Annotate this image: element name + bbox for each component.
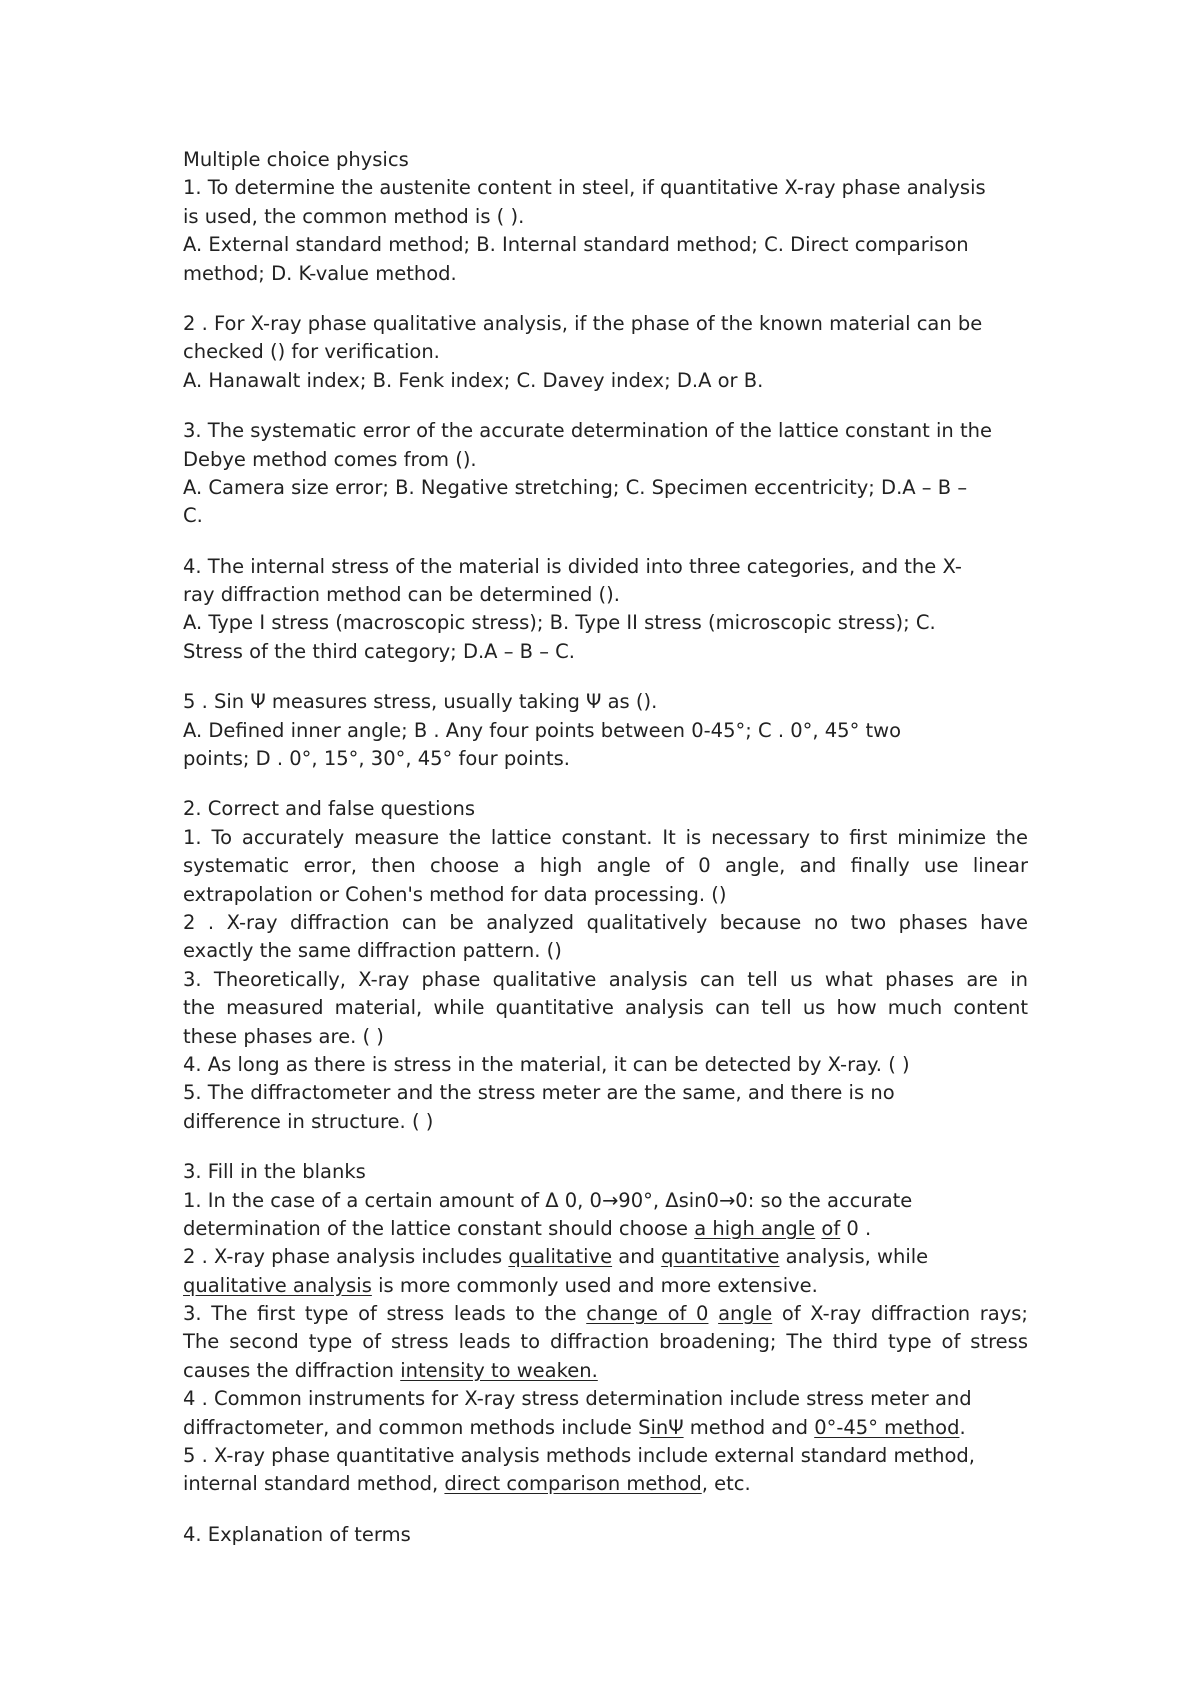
fill-q4-text-a: diffractometer, and common methods include S xyxy=(183,1415,651,1439)
fill-q3-text-a: 3. The first type of stress leads to the xyxy=(183,1302,587,1326)
tf-q2-line1: 2 . X-ray diffraction can be analyzed qualitatively because no two phases have xyxy=(183,910,1028,934)
fill-q1-answer-1: a high angle xyxy=(694,1216,816,1240)
fill-q5-text-a: internal standard method, xyxy=(183,1472,445,1496)
mc-q5-line3: points; D . 0°, 15°, 30°, 45° four points. xyxy=(183,747,570,771)
tf-q1-line1: 1. To accurately measure the lattice constant. It is necessary to first minimize the xyxy=(183,825,1028,849)
tf-q4-line1: 4. As long as there is stress in the material, it can be detected by X-ray. ( ) xyxy=(183,1052,910,1076)
fill-q4-text-c: . xyxy=(959,1415,966,1439)
fill-q3-text-d: causes the diffraction xyxy=(183,1358,401,1382)
mc-q1-line3: A. External standard method; B. Internal standard method; C. Direct comparison xyxy=(183,233,969,257)
tf-q5-line1: 5. The diffractometer and the stress meter are the same, and there is no xyxy=(183,1081,895,1105)
fill-q3-answer-3: intensity to weaken. xyxy=(400,1358,598,1382)
fill-q5-text-b: , etc. xyxy=(701,1472,751,1496)
fill-q2-text-a: 2 . X-ray phase analysis includes xyxy=(183,1245,509,1269)
mc-q4-line1: 4. The internal stress of the material is divided into three categories, and the X- xyxy=(183,554,962,578)
mc-q4-line4: Stress of the third category; D.A – B – C. xyxy=(183,639,575,663)
fill-q5-line2 xyxy=(183,1470,1028,1498)
tf-q2-line2: exactly the same diffraction pattern. () xyxy=(183,939,562,963)
tf-q1-line2: systematic error, then choose a high angle of 0 angle, and finally use linear xyxy=(183,854,1028,878)
fill-q2-answer-2: quantitative xyxy=(661,1245,780,1269)
document-page xyxy=(183,146,1028,1549)
fill-q2-line1 xyxy=(183,1243,1028,1271)
terms-heading: 4. Explanation of terms xyxy=(183,1522,411,1546)
mc-q2-line2: checked () for verification. xyxy=(183,340,440,364)
fill-q1-text-c: 0 . xyxy=(840,1216,872,1240)
fill-q1-line1: 1. In the case of a certain amount of Δ 0, 0→90°, Δsin0→0: so the accurate xyxy=(183,1188,913,1212)
fill-q2-answer-3: qualitative analysis xyxy=(183,1273,372,1297)
tf-q5-line2: difference in structure. ( ) xyxy=(183,1109,434,1133)
fill-q3-text-c: of X-ray diffraction rays; xyxy=(772,1302,1028,1326)
mc-q5-line1: 5 . Sin Ψ measures stress, usually taking Ψ as (). xyxy=(183,690,658,714)
document-title: Multiple choice physics xyxy=(183,148,409,171)
fill-q2-answer-1: qualitative xyxy=(508,1245,613,1269)
mc-q1-line4: method; D. K-value method. xyxy=(183,261,457,285)
tf-q3-line1: 3. Theoretically, X-ray phase qualitative analysis can tell us what phases are in xyxy=(183,967,1028,991)
tf-heading: 2. Correct and false questions xyxy=(183,797,476,821)
fill-q1-text-a: determination of the lattice constant should choose xyxy=(183,1216,695,1240)
fill-q3-line3 xyxy=(183,1357,1028,1385)
fill-q5-answer-1: direct comparison method xyxy=(444,1472,702,1496)
fill-q5-line1: 5 . X-ray phase quantitative analysis methods include external standard method, xyxy=(183,1444,975,1468)
fill-q1-line2 xyxy=(183,1215,1028,1243)
fill-q4-answer-2: 0°-45° method xyxy=(814,1415,960,1439)
fill-q3-answer-1: change of 0 xyxy=(586,1302,709,1326)
tf-q3-line3: these phases are. ( ) xyxy=(183,1024,384,1048)
fill-q1-answer-2: of xyxy=(821,1216,841,1240)
mc-q1-line1: 1. To determine the austenite content in steel, if quantitative X-ray phase analysis xyxy=(183,176,986,200)
mc-q5-line2: A. Defined inner angle; B . Any four points between 0-45°; C . 0°, 45° two xyxy=(183,718,902,742)
fill-q2-text-b: and xyxy=(612,1245,662,1269)
fill-q2-line2 xyxy=(183,1272,1028,1300)
mc-q2-line3: A. Hanawalt index; B. Fenk index; C. Davey index; D.A or B. xyxy=(183,368,764,392)
fill-q3-answer-2: angle xyxy=(718,1302,773,1326)
fill-q3-text-b xyxy=(708,1302,718,1325)
tf-q1-line3: extrapolation or Cohen's method for data processing. () xyxy=(183,882,727,906)
fill-q4-answer-1: inΨ xyxy=(650,1415,684,1439)
mc-q3-line1: 3. The systematic error of the accurate determination of the lattice constant in the xyxy=(183,419,992,443)
fill-q3-line2: The second type of stress leads to diffraction broadening; The third type of stress xyxy=(183,1330,1028,1354)
fill-q2-text-d: is more commonly used and more extensive. xyxy=(371,1273,818,1297)
mc-q3-line4: C. xyxy=(183,504,203,528)
mc-q2-line1: 2 . For X-ray phase qualitative analysis, if the phase of the known material can be xyxy=(183,311,983,335)
mc-q3-line2: Debye method comes from (). xyxy=(183,447,477,471)
mc-q1-line2: is used, the common method is ( ). xyxy=(183,204,525,228)
fill-heading: 3. Fill in the blanks xyxy=(183,1160,366,1184)
mc-q4-line3: A. Type I stress (macroscopic stress); B. Type II stress (microscopic stress); C. xyxy=(183,611,936,635)
fill-q4-text-b: method and xyxy=(683,1415,815,1439)
fill-q4-line1: 4 . Common instruments for X-ray stress determination include stress meter and xyxy=(183,1387,972,1411)
fill-q2-text-c: analysis, while xyxy=(779,1245,929,1269)
fill-q3-line1 xyxy=(183,1300,1028,1328)
fill-q4-line2 xyxy=(183,1414,1028,1442)
tf-q3-line2: the measured material, while quantitative analysis can tell us how much content xyxy=(183,996,1028,1020)
mc-q4-line2: ray diffraction method can be determined (). xyxy=(183,583,620,607)
mc-q3-line3: A. Camera size error; B. Negative stretching; C. Specimen eccentricity; D.A – B – xyxy=(183,475,968,499)
